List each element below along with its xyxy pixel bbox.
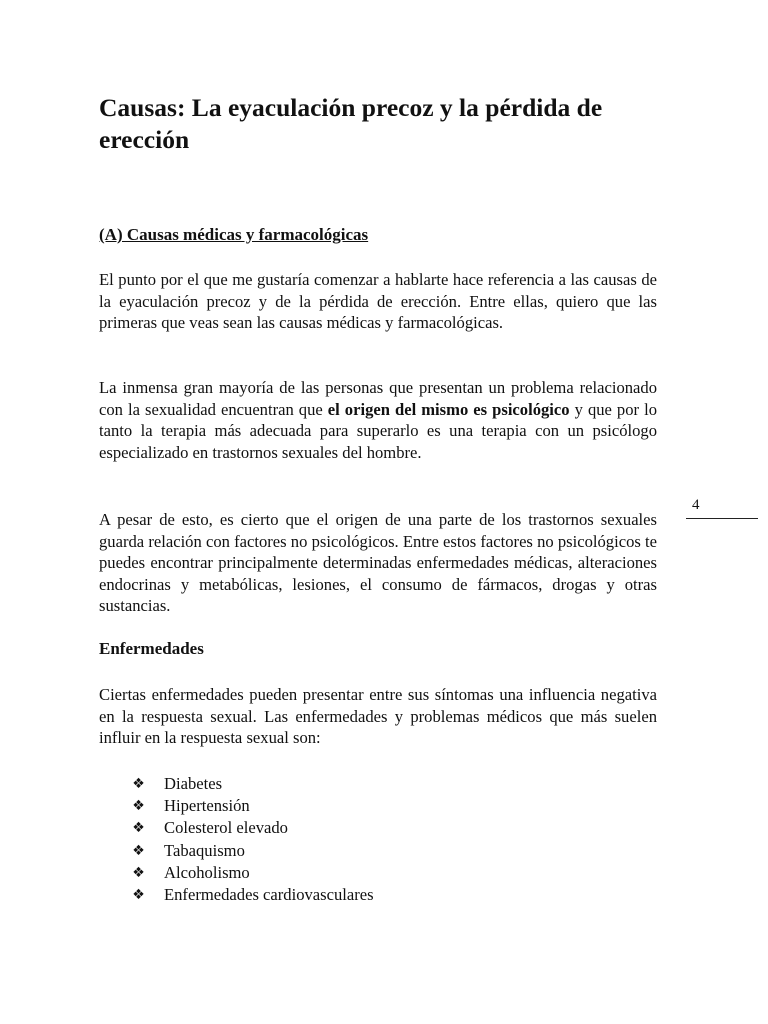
paragraph-non-psychological-factors: A pesar de esto, es cierto que el origen de una parte de los trastornos sexuales guarda relación con factores no psicológicos. Entre estos factores no psicológicos te puedes encontrar principalmente determinadas enfermedades médicas, alteraciones endocrinas y metabólicas, lesiones, el consumo de fármacos, drogas y otras sustancias.	[99, 510, 657, 615]
list-item-label: Hipertensión	[164, 796, 250, 816]
paragraph-text: La inmensa gran mayoría de las personas que presentan un problema relacionado con la sexualidad encuentran que	[99, 378, 657, 419]
diamond-cross-icon: ❖	[132, 820, 145, 837]
emphasis-text: el origen del mismo es psicológico	[327, 399, 570, 419]
list-item-label: Diabetes	[164, 774, 223, 793]
paragraph-psychological-origin	[99, 377, 657, 463]
diamond-cross-icon: ❖	[132, 798, 145, 815]
list-item-label: Colesterol elevado	[164, 818, 288, 838]
list-item	[131, 884, 374, 906]
list-item	[131, 840, 374, 862]
list-item	[131, 862, 374, 884]
list-item	[131, 795, 374, 817]
diamond-cross-icon: ❖	[132, 842, 145, 859]
list-item	[131, 773, 374, 795]
list-item-label: Tabaquismo	[164, 840, 245, 860]
section-heading-diseases: Enfermedades	[99, 639, 204, 658]
page-number-divider	[686, 518, 758, 519]
section-heading-medical-causes: (A) Causas médicas y farmacológicas	[99, 225, 369, 244]
diamond-cross-icon: ❖	[132, 776, 145, 792]
paragraph-text: y que por lo tanto la terapia más adecuada para superarlo es una terapia con un psicólogo especializado en trastornos sexuales del hombre.	[99, 399, 657, 462]
list-item-label: Alcoholismo	[164, 862, 250, 882]
page-title: Causas: La eyaculación precoz y la pérdida de erección	[99, 93, 603, 154]
list-item	[131, 817, 374, 839]
diamond-cross-icon: ❖	[132, 864, 145, 881]
paragraph-diseases-intro: Ciertas enfermedades pueden presentar entre sus síntomas una influencia negativa en la respuesta sexual. Las enfermedades y problemas médicos que más suelen influir en la respuesta sexual son:	[99, 685, 657, 747]
paragraph-intro: El punto por el que me gustaría comenzar a hablarte hace referencia a las causas de la eyaculación precoz y de la pérdida de erección. Entre ellas, quiero que las primeras que veas sean las causas médicas y farmacológicas.	[99, 270, 657, 332]
diamond-cross-icon: ❖	[132, 887, 145, 904]
page-number: 4	[692, 497, 700, 513]
list-item-label: Enfermedades cardiovasculares	[164, 885, 374, 905]
disease-list	[131, 773, 374, 906]
